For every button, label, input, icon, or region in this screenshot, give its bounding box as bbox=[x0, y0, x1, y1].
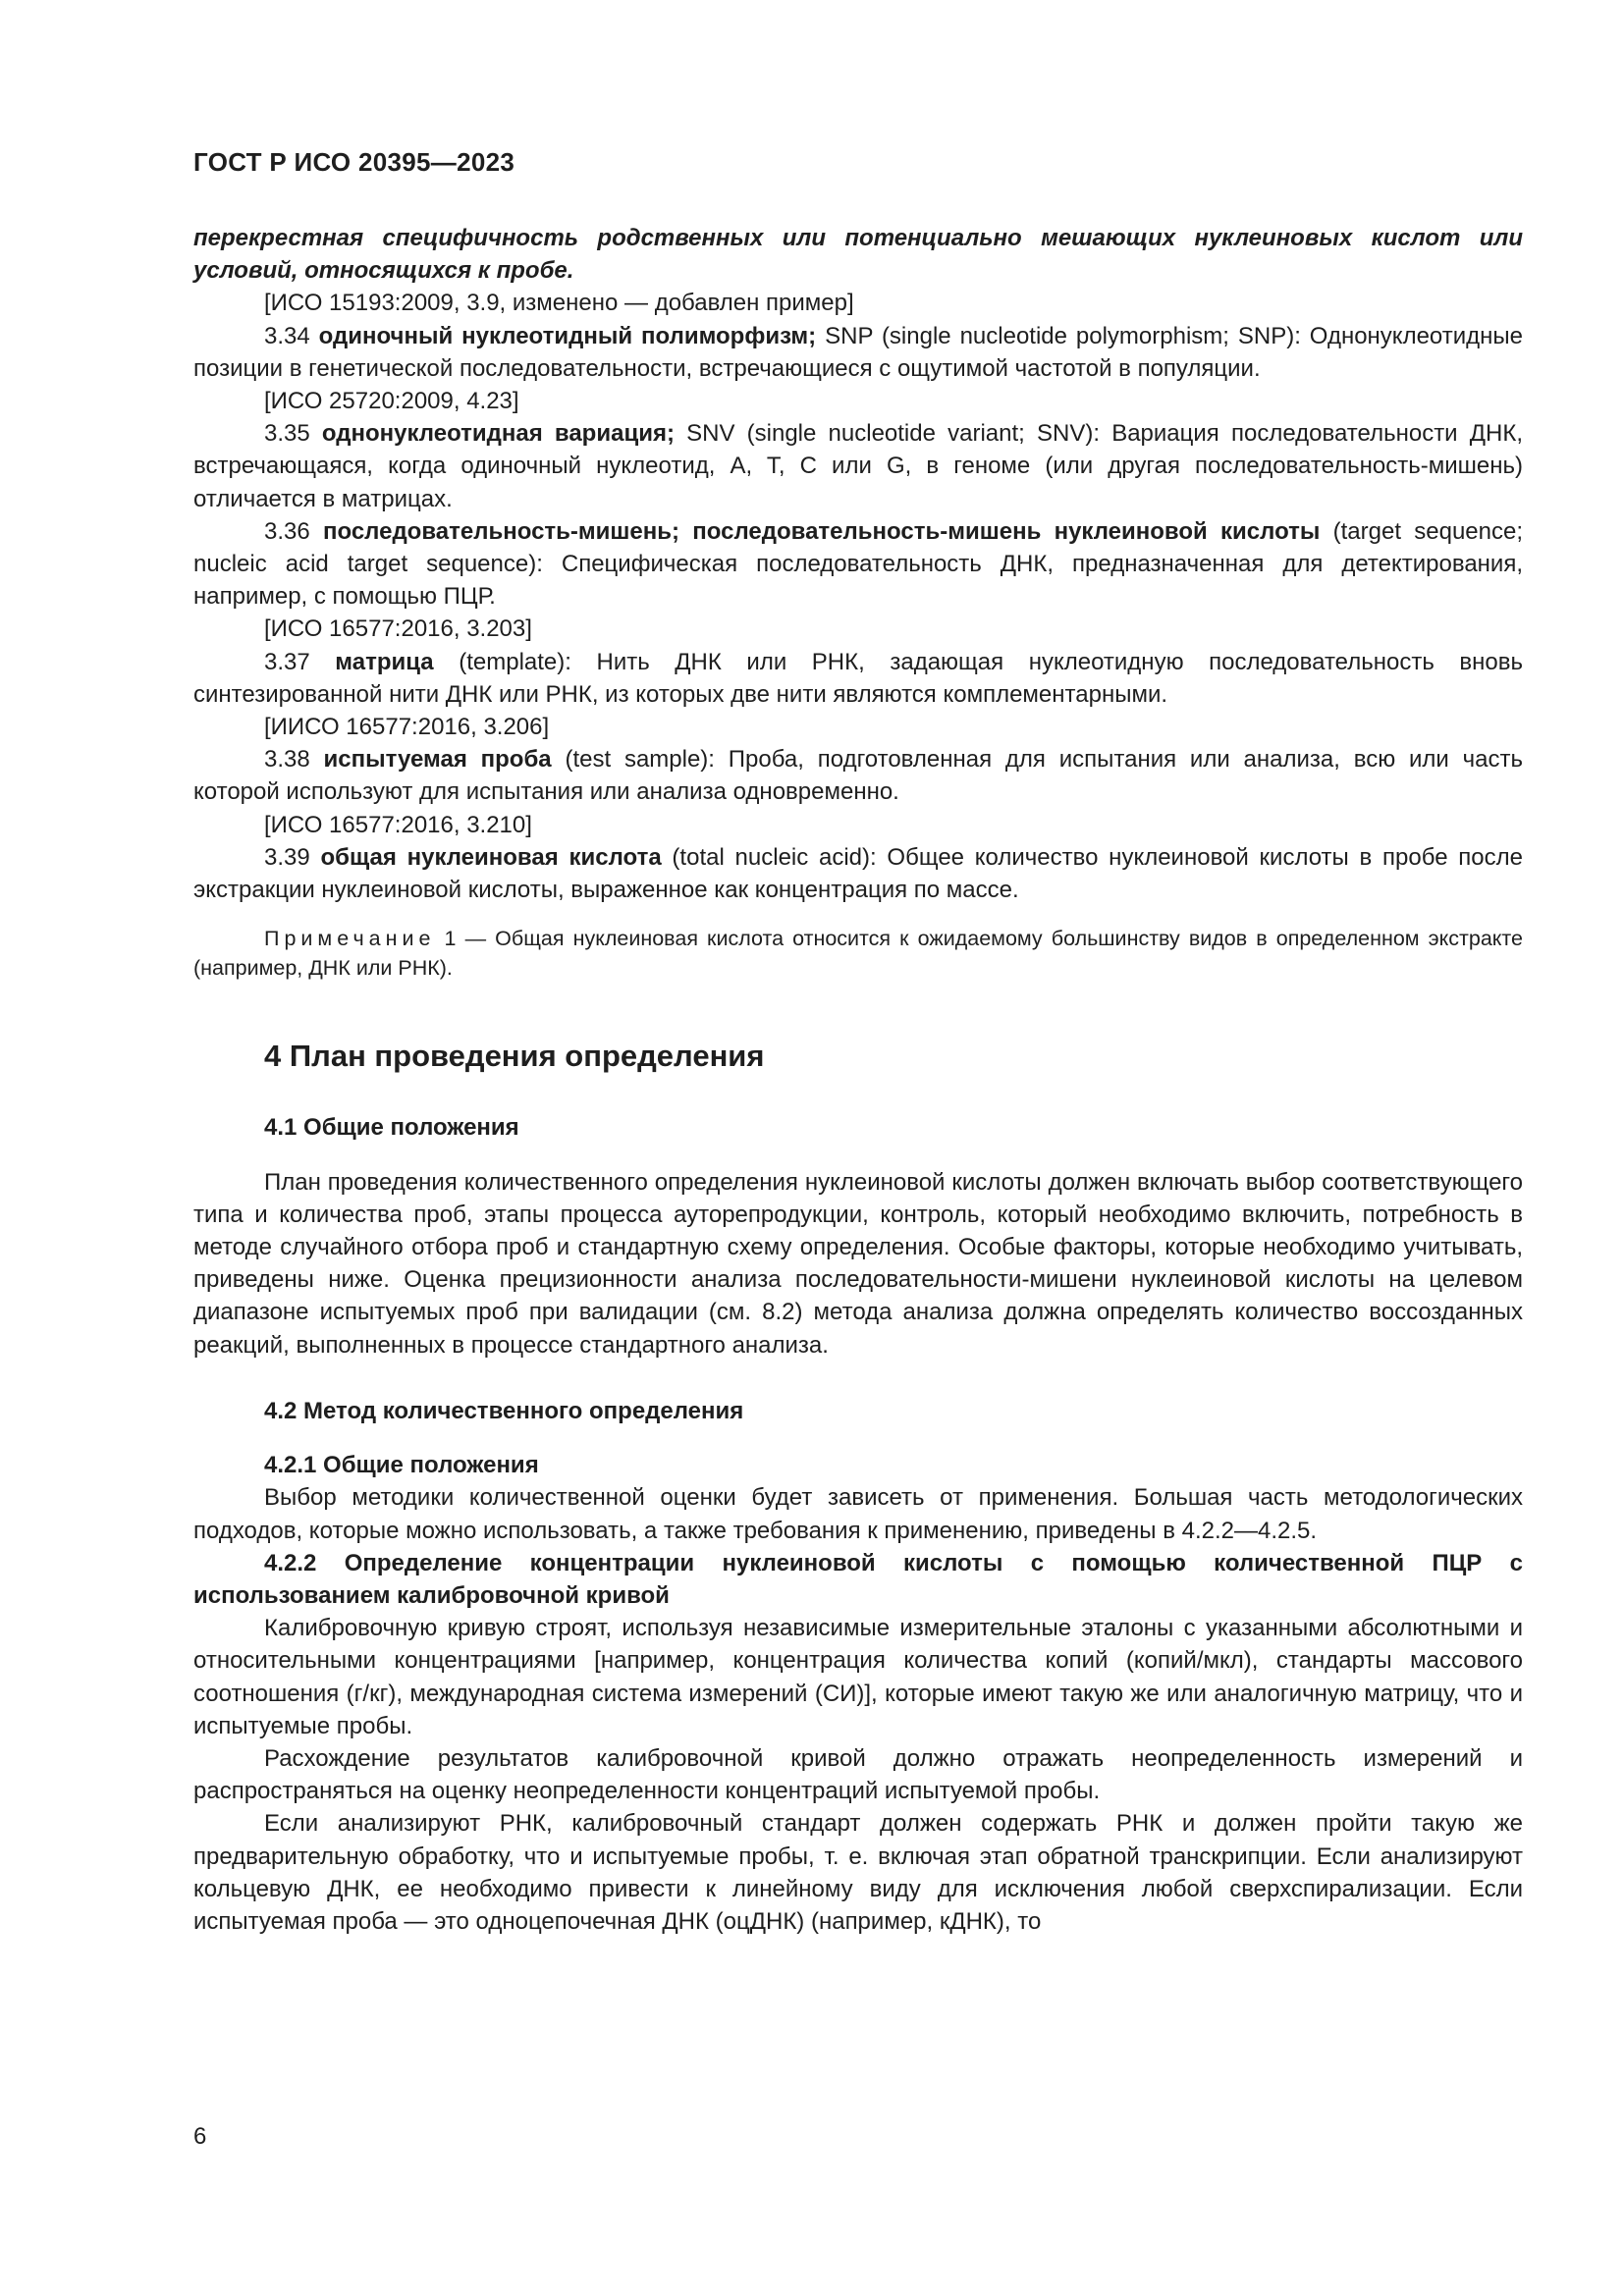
note-1 bbox=[193, 924, 1523, 983]
page-body bbox=[193, 222, 1523, 1938]
source-ref: [ИСО 15193:2009, 3.9, изменено — добавлен пример] bbox=[264, 290, 854, 317]
term-name: последовательность-мишень; последовательность-мишень нуклеиновой кислоты bbox=[322, 517, 1321, 545]
term-definition: SNV (single nucleotide variant; SNV): Вариация последовательности ДНК, встречающаяся, когда одиночный нуклеотид, A, T, C или G, в геноме (или другая последовательность-мишень) отличается в матрицах. bbox=[193, 420, 1524, 512]
term-number: 3.34 bbox=[264, 322, 310, 349]
term-number: 3.35 bbox=[264, 420, 310, 448]
source-ref: [ИСО 16577:2016, 3.203] bbox=[264, 615, 532, 643]
continued-definition: перекрестная специфичность родственных или потенциально мешающих нуклеиновых кислот или условий, относящихся к пробе. bbox=[193, 225, 1523, 285]
paragraph-4-2-2-b: Расхождение результатов калибровочной кривой должно отражать неопределенность измерений и распространяться на оценку неопределенности концентраций испытуемой пробы. bbox=[193, 1744, 1523, 1805]
term-number: 3.37 bbox=[264, 648, 310, 675]
section-4-2-heading: 4.2 Метод количественного определения bbox=[264, 1397, 744, 1424]
term-entry-3-36 bbox=[193, 515, 1523, 614]
term-name: одиночный нуклеотидный полиморфизм; bbox=[318, 322, 817, 349]
source-ref: [ИСО 25720:2009, 4.23] bbox=[264, 388, 519, 415]
note-label: Примечание bbox=[264, 927, 436, 951]
term-definition: SNP (single nucleotide polymorphism; SNP): Однонуклеотидные позиции в генетической последовательности, встречающиеся с ощутимой частотой в популяции. bbox=[193, 322, 1523, 382]
term-name: однонуклеотидная вариация; bbox=[321, 420, 675, 448]
term-number: 3.38 bbox=[264, 746, 310, 774]
paragraph-4-2-1: Выбор методики количественной оценки будет зависеть от применения. Большая часть методологических подходов, которые можно использовать, а также требования к применению, приведены в 4.2.2—4.2.5. bbox=[193, 1484, 1523, 1544]
section-4-heading: 4 План проведения определения bbox=[264, 1039, 765, 1074]
term-definition: (total nucleic acid): Общее количество нуклеиновой кислоты в пробе после экстракции нуклеиновой кислоты, выраженное как концентрация по массе. bbox=[193, 843, 1524, 904]
term-number: 3.36 bbox=[264, 517, 310, 545]
term-definition: (template): Нить ДНК или РНК, задающая нуклеотидную последовательность вновь синтезированной нити ДНК или РНК, из которых две нити являются комплементарными. bbox=[193, 648, 1523, 708]
paragraph-4-2-2-c: Если анализируют РНК, калибровочный стандарт должен содержать РНК и должен пройти такую же предварительную обработку, что и испытуемые пробы, т. е. включая этап обратной транскрипции. Если анализируют кольцевую ДНК, ее необходимо привести к линейному виду для исключения любой сверхспирализации. Если испытуемая проба — это одноцепочечная ДНК (оцДНК) (например, кДНК), то bbox=[193, 1810, 1523, 1935]
term-entry-3-35 bbox=[193, 417, 1523, 515]
paragraph-4-1: План проведения количественного определения нуклеиновой кислоты должен включать выбор соответствующего типа и количества проб, этапы процесса ауторепродукции, контроль, который необходимо включить, потребность в методе случайного отбора проб и стандартную схему определения. Особые факторы, которые необходимо учитывать, приведены ниже. Оценка прецизионности анализа последовательности-мишени нуклеиновой кислоты на целевом диапазоне испытуемых проб при валидации (см. 8.2) метода анализа должна определять количество воссозданных реакций, выполненных в процессе стандартного анализа. bbox=[193, 1168, 1523, 1359]
page-number: 6 bbox=[193, 2123, 207, 2150]
term-name: матрица bbox=[335, 648, 434, 675]
term-name: испытуемая проба bbox=[323, 746, 552, 774]
term-definition: (target sequence; nucleic acid target sequence): Специфическая последовательность ДНК, предназначенная для детектирования, например, с помощью ПЦР. bbox=[193, 517, 1524, 611]
document-header: ГОСТ Р ИСО 20395—2023 bbox=[193, 147, 515, 177]
section-4-2-1-heading: 4.2.1 Общие положения bbox=[264, 1452, 539, 1479]
term-number: 3.39 bbox=[264, 843, 310, 871]
term-entry-3-39 bbox=[193, 841, 1523, 906]
term-entry-3-34 bbox=[193, 320, 1523, 385]
section-4-1-heading: 4.1 Общие положения bbox=[264, 1114, 519, 1142]
section-4-2-2-heading: 4.2.2 Определение концентрации нуклеиновой кислоты с помощью количественной ПЦР с использованием калибровочной кривой bbox=[193, 1549, 1523, 1609]
paragraph-4-2-2-a: Калибровочную кривую строят, используя независимые измерительные эталоны с указанными абсолютными и относительными концентрациями [например, концентрация количества копий (копий/мкл), стандарты массового соотношения (г/кг), международная система измерений (СИ)], которые имеют такую же или аналогичную матрицу, что и испытуемые пробы. bbox=[193, 1615, 1523, 1739]
source-ref: [ИСО 16577:2016, 3.210] bbox=[264, 811, 532, 838]
note-text: 1 — Общая нуклеиновая кислота относится к ожидаемому большинству видов в определенном экстракте (например, ДНК или РНК). bbox=[193, 927, 1523, 981]
term-definition: (test sample): Проба, подготовленная для испытания или анализа, всю или часть которой используют для испытания или анализа одновременно. bbox=[193, 746, 1523, 806]
source-ref: [ИИСО 16577:2016, 3.206] bbox=[264, 714, 550, 741]
term-name: общая нуклеиновая кислота bbox=[320, 843, 662, 871]
term-entry-3-38 bbox=[193, 743, 1523, 808]
term-entry-3-37 bbox=[193, 646, 1523, 711]
